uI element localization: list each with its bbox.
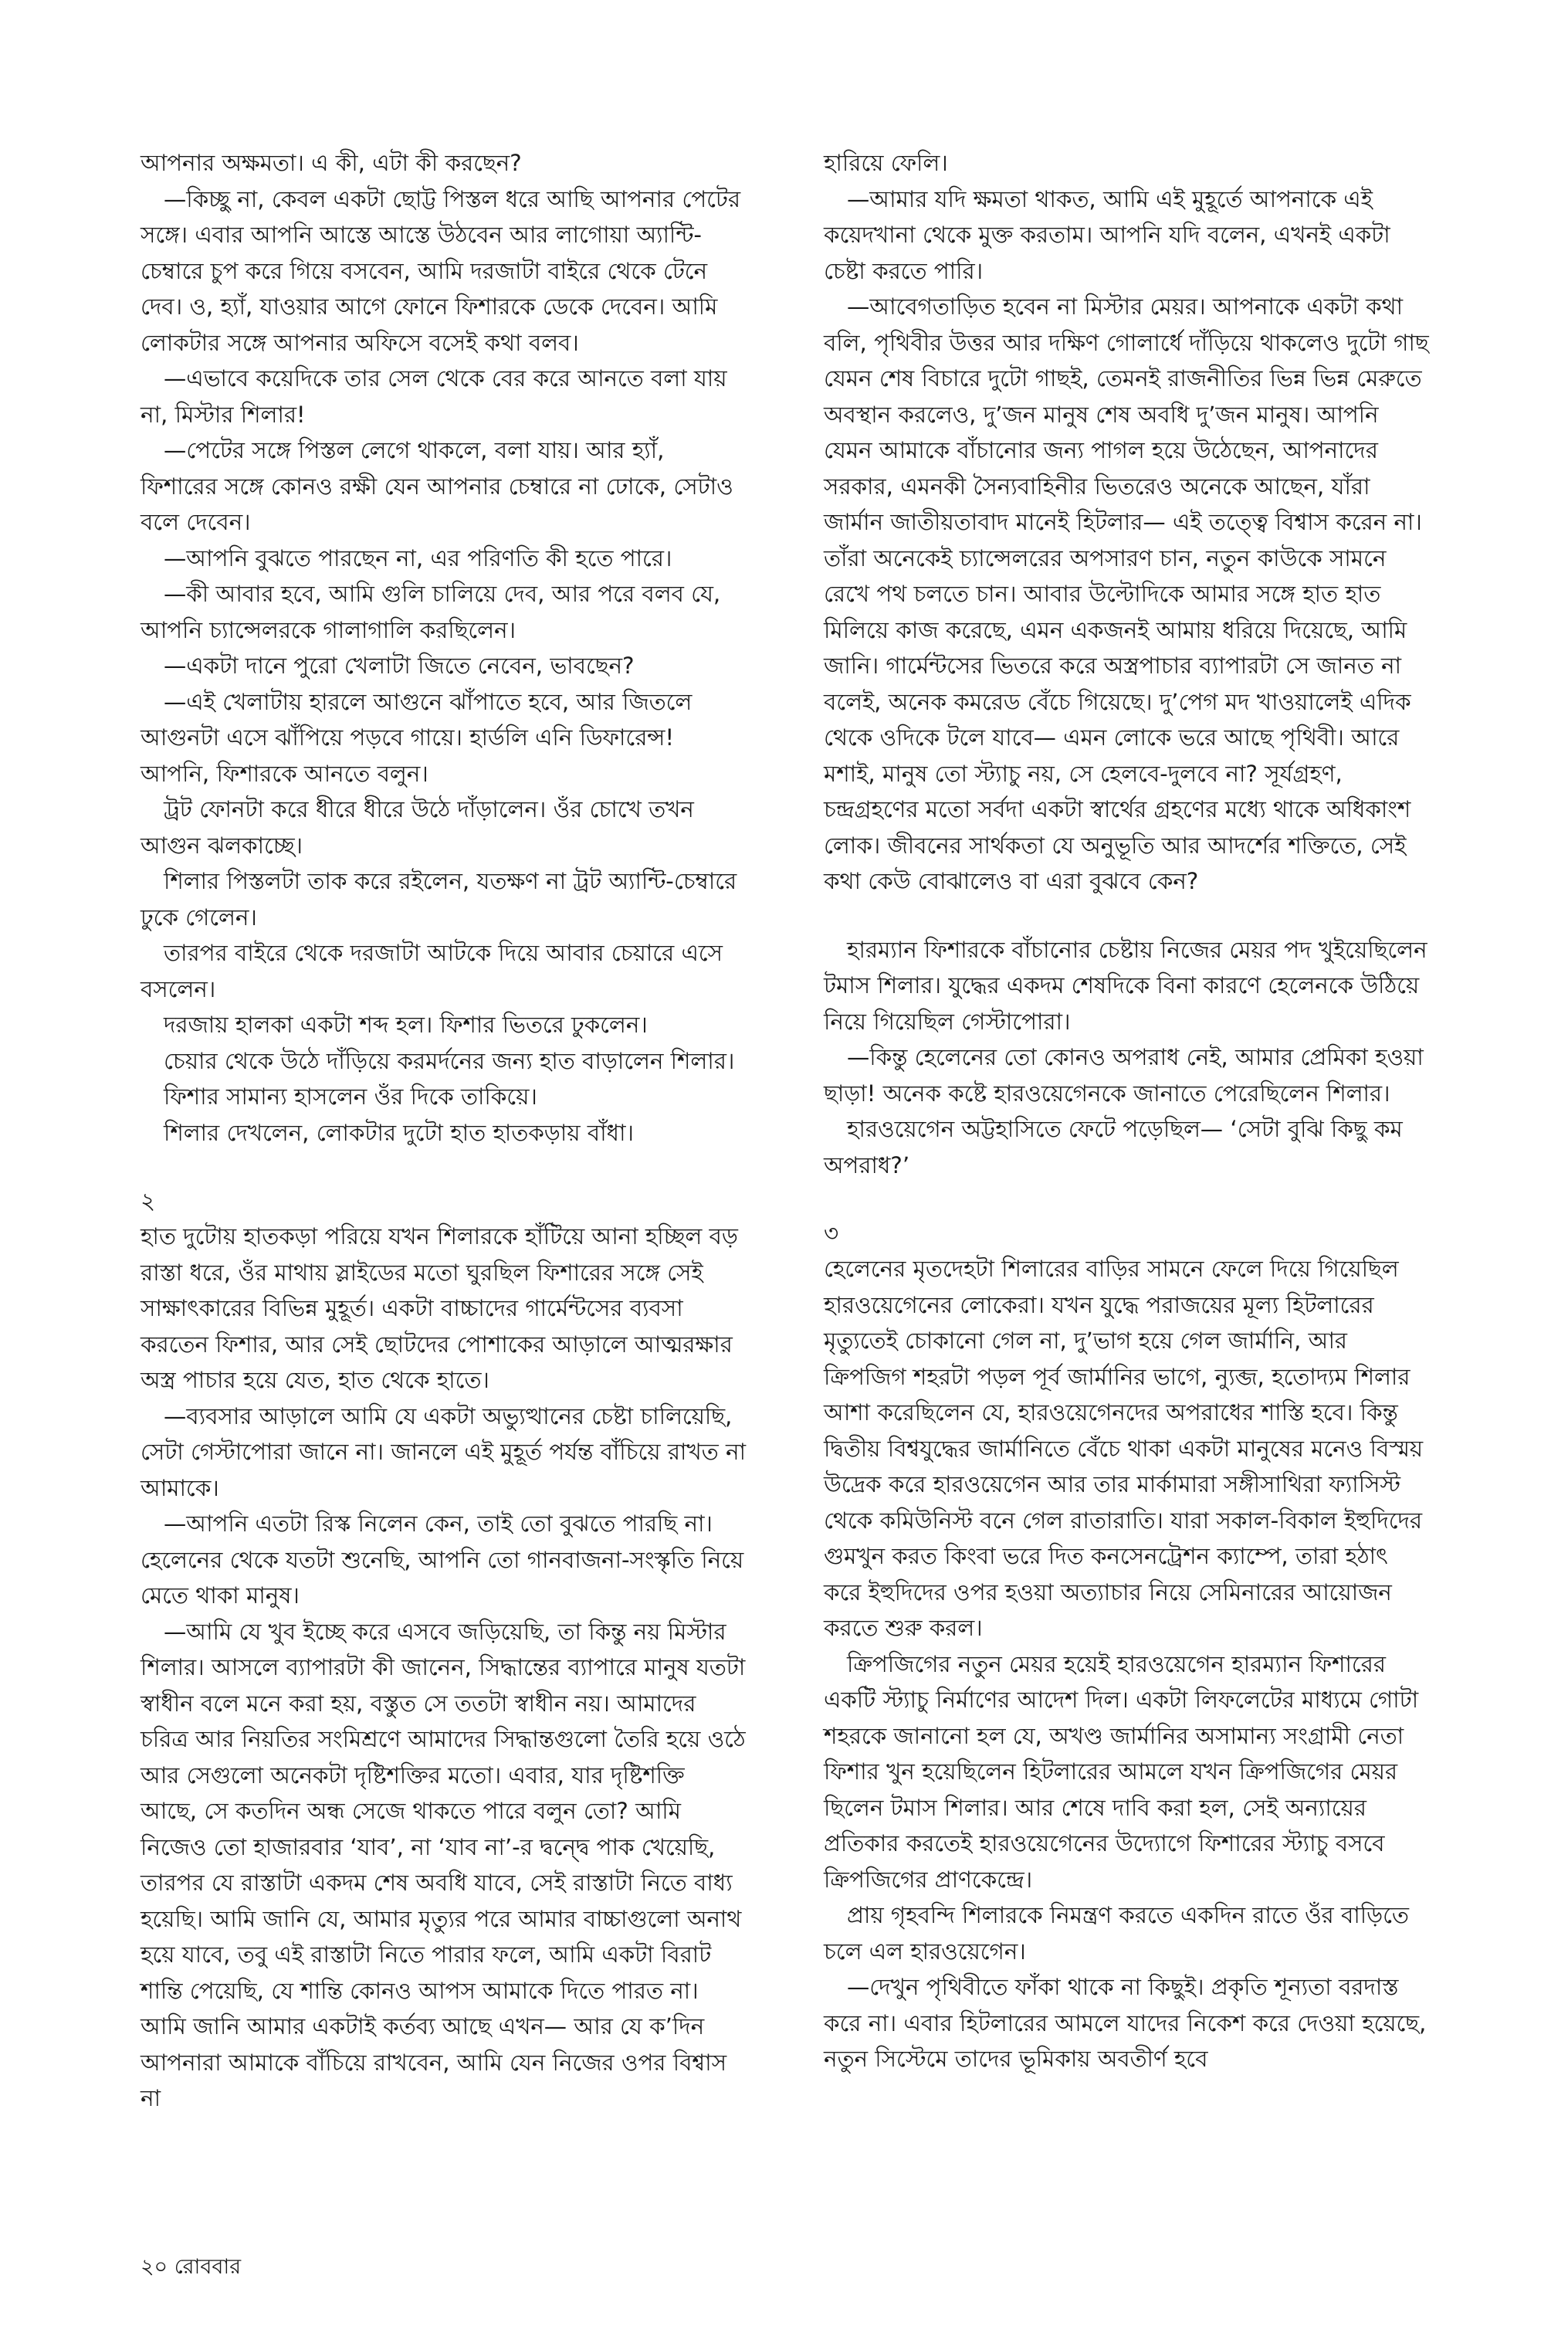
paragraph: —কিচ্ছু না, কেবল একটা ছোট্ট পিস্তল ধরে আছি আপনার পেটের সঙ্গে। এবার আপনি আস্তে আস্তে উঠবেন আর লাগোয়া অ্যান্টি-চেম্বারে চুপ করে গিয়ে বসবেন, আমি দরজাটা বাইরে থেকে টেনে দেব। ও, হ্যাঁ, যাওয়ার আগে ফোনে ফিশারকে ডেকে দেবেন। আমি লোকটার সঙ্গে আপনার অফিসে বসেই কথা বলব। (141, 185, 740, 356)
paragraph: —কী আবার হবে, আমি গুলি চালিয়ে দেব, আর পরে বলব যে, আপনি চ্যান্সেলরকে গালাগালি করছিলেন। (141, 581, 721, 643)
paragraph: —পেটের সঙ্গে পিস্তল লেগে থাকলে, বলা যায়। আর হ্যাঁ, ফিশারের সঙ্গে কোনও রক্ষী যেন আপনার চেম্বারে না ঢোকে, সেটাও বলে দেবেন। (141, 437, 733, 535)
paragraph: —আপনি এতটা রিস্ক নিলেন কেন, তাই তো বুঝতে পারছি না। হেলেনের থেকে যতটা শুনেছি, আপনি তো গানবাজনা-সংস্কৃতি নিয়ে মেতে থাকা মানুষ। (141, 1511, 744, 1609)
paragraph: তারপর বাইরে থেকে দরজাটা আটকে দিয়ে আবার চেয়ারে এসে বসলেন। (141, 940, 723, 1002)
paragraph: হারওয়েগেন অট্টহাসিতে ফেটে পড়েছিল— ‘সেটা বুঝি কিছু কম অপরাধ?’ (824, 1116, 1403, 1178)
paragraph: —আবেগতাড়িত হবেন না মিস্টার মেয়র। আপনাকে একটা কথা বলি, পৃথিবীর উত্তর আর দক্ষিণ গোলার্ধে দাঁড়িয়ে থাকলেও দুটো গাছ যেমন শেষ বিচারে দুটো গাছই, তেমনই রাজনীতির ভিন্ন ভিন্ন মেরুতে অবস্থান করলেও, দু’জন মানুষ শেষ অবধি দু’জন মানুষ। আপনি যেমন আমাকে বাঁচানোর জন্য পাগল হয়ে উঠেছেন, আপনাদের সরকার, এমনকী সৈন্যবাহিনীর ভিতরেও অনেকে আছেন, যাঁরা জার্মান জাতীয়তাবাদ মানেই হিটলার— এই তত্ত্বে বিশ্বাস করেন না। তাঁরা অনেকেই চ্যান্সেলরের অপসারণ চান, নতুন কাউকে সামনে রেখে পথ চলতে চান। আবার উল্টোদিকে আমার সঙ্গে হাত হাত মিলিয়ে কাজ করেছে, এমন একজনই আমায় ধরিয়ে দিয়েছে, আমি জানি। গার্মেন্টসের ভিতরে করে অস্ত্রপাচার ব্যাপারটা সে জানত না বলেই, অনেক কমরেড বেঁচে গিয়েছে। দু’পেগ মদ খাওয়ালেই এদিক থেকে ওদিকে টলে যাবে— এমন লোকে ভরে আছে পৃথিবী। আরে মশাই, মানুষ তো স্ট্যাচু নয়, সে হেলবে-দুলবে না? সূর্যগ্রহণ, চন্দ্রগ্রহণের মতো সর্বদা একটা স্বার্থের গ্রহণের মধ্যে থাকে অধিকাংশ লোক। জীবনের সার্থকতা যে অনুভূতি আর আদর্শের শক্তিতে, সেই কথা কেউ বোঝালেও বা এরা বুঝবে কেন? (824, 293, 1429, 894)
right-block-1 (824, 145, 1430, 900)
left-block-2 (141, 1219, 747, 2117)
page-footer (141, 2251, 241, 2286)
left-column (141, 145, 747, 2117)
section-break (824, 900, 1430, 932)
paragraph: হাত দুটোয় হাতকড়া পরিয়ে যখন শিলারকে হাঁটিয়ে আনা হচ্ছিল বড় রাস্তা ধরে, ওঁর মাথায় স্লাইডের মতো ঘুরছিল ফিশারের সঙ্গে সেই সাক্ষাৎকারের বিভিন্ন মুহূর্ত। একটা বাচ্চাদের গার্মেন্টসের ব্যবসা করতেন ফিশার, আর সেই ছোটদের পোশাকের আড়ালে আত্মরক্ষার অস্ত্র পাচার হয়ে যেত, হাত থেকে হাতে। (141, 1223, 738, 1393)
paragraph: চেয়ার থেকে উঠে দাঁড়িয়ে করমর্দনের জন্য হাত বাড়ালেন শিলার। (164, 1047, 735, 1074)
paragraph: —আমি যে খুব ইচ্ছে করে এসবে জড়িয়েছি, তা কিন্তু নয় মিস্টার শিলার। আসলে ব্যাপারটা কী জানেন, সিদ্ধান্তের ব্যাপারে মানুষ যতটা স্বাধীন বলে মনে করা হয়, বস্তুত সে ততটা স্বাধীন নয়। আমাদের চরিত্র আর নিয়তির সংমিশ্রণে আমাদের সিদ্ধান্তগুলো তৈরি হয়ে ওঠে আর সেগুলো অনেকটা দৃষ্টিশক্তির মতো। এবার, যার দৃষ্টিশক্তি আছে, সে কতদিন অন্ধ সেজে থাকতে পারে বলুন তো? আমি নিজেও তো হাজারবার ‘যাব’, না ‘যাব না’-র দ্বন্দ্বে পাক খেয়েছি, তারপর যে রাস্তাটা একদম শেষ অবধি যাবে, সেই রাস্তাটা নিতে বাধ্য হয়েছি। আমি জানি যে, আমার মৃত্যুর পরে আমার বাচ্চাগুলো অনাথ হয়ে যাবে, তবু এই রাস্তাটা নিতে পারার ফলে, আমি একটা বিরাট শান্তি পেয়েছি, যে শান্তি কোনও আপস আমাকে দিতে পারত না। আমি জানি আমার একটাই কর্তব্য আছে এখন— আর যে ক’দিন আপনারা আমাকে বাঁচিয়ে রাখবেন, আমি যেন নিজের ওপর বিশ্বাস না (141, 1618, 746, 2111)
paragraph: হারম্যান ফিশারকে বাঁচানোর চেষ্টায় নিজের মেয়র পদ খুইয়েছিলেন টমাস শিলার। যুদ্ধের একদম শেষদিকে বিনা কারণে হেলেনকে উঠিয়ে নিয়ে গিয়েছিল গেস্টাপোরা। (824, 936, 1427, 1035)
paragraph: —এভাবে কয়েদিকে তার সেল থেকে বের করে আনতে বলা যায় না, মিস্টার শিলার! (141, 365, 727, 428)
paragraph: হারিয়ে ফেলি। (824, 150, 948, 176)
paragraph: —ব্যবসার আড়ালে আমি যে একটা অভ্যুত্থানের চেষ্টা চালিয়েছি, সেটা গেস্টাপোরা জানে না। জানলে এই মুহূর্ত পর্যন্ত বাঁচিয়ে রাখত না আমাকে। (141, 1402, 746, 1501)
paragraph: —আমার যদি ক্ষমতা থাকত, আমি এই মুহূর্তে আপনাকে এই কয়েদখানা থেকে মুক্ত করতাম। আপনি যদি বলেন, এখনই একটা চেষ্টা করতে পারি। (824, 185, 1390, 284)
paragraph: ক্রিপজিগের নতুন মেয়র হয়েই হারওয়েগেন হারম্যান ফিশারের একটি স্ট্যাচু নির্মাণের আদেশ দিল। একটা লিফলেটের মাধ্যমে গোটা শহরকে জানানো হল যে, অখণ্ড জার্মানির অসামান্য সংগ্রামী নেতা ফিশার খুন হয়েছিলেন হিটলারের আমলে যখন ক্রিপজিগের মেয়র ছিলেন টমাস শিলার। আর শেষে দাবি করা হল, সেই অন্যায়ের প্রতিকার করতেই হারওয়েগেনের উদ্যোগে ফিশারের স্ট্যাচু বসবে ক্রিপজিগের প্রাণকেন্দ্রে। (824, 1650, 1419, 1893)
paragraph: হেলেনের মৃতদেহটা শিলারের বাড়ির সামনে ফেলে দিয়ে গিয়েছিল হারওয়েগেনের লোকেরা। যখন যুদ্ধে পরাজয়ের মূল্য হিটলারের মৃত্যুতেই চোকানো গেল না, দু’ভাগ হয়ে গেল জার্মানি, আর ক্রিপজিগ শহরটা পড়ল পূর্ব জার্মানির ভাগে, ন্যুব্জ, হতোদ্যম শিলার আশা করেছিলেন যে, হারওয়েগেনদের অপরাধের শাস্তি হবে। কিন্তু দ্বিতীয় বিশ্বযুদ্ধের জার্মানিতে বেঁচে থাকা একটা মানুষের মনেও বিস্ময় উদ্রেক করে হারওয়েগেন আর তার মার্কামারা সঙ্গীসাথিরা ফ্যাসিস্ট থেকে কমিউনিস্ট বনে গেল রাতারাতি। যারা সকাল-বিকাল ইহুদিদের গুমখুন করত কিংবা ভরে দিত কনসেনট্রেশন ক্যাম্পে, তারা হঠাৎ করে ইহুদিদের ওপর হওয়া অত্যাচার নিয়ে সেমিনারের আয়োজন করতে শুরু করল। (824, 1256, 1424, 1641)
paragraph: আপনার অক্ষমতা। এ কী, এটা কী করছেন? (141, 150, 522, 176)
paragraph: —আপনি বুঝতে পারছেন না, এর পরিণতি কী হতে পারে। (164, 544, 672, 571)
section-number-2: ২ (141, 1188, 156, 1214)
left-block-1 (141, 145, 747, 1151)
paragraph: শিলার পিস্তলটা তাক করে রইলেন, যতক্ষণ না ট্রট অ্যান্টি-চেম্বারে ঢুকে গেলেন। (141, 868, 737, 931)
paragraph: —এই খেলাটায় হারলে আগুনে ঝাঁপাতে হবে, আর জিতলে আগুনটা এসে ঝাঁপিয়ে পড়বে গায়ে। হার্ডলি এনি ডিফারেন্স! আপনি, ফিশারকে আনতে বলুন। (141, 688, 693, 787)
magazine-name: রোববার (174, 2255, 242, 2279)
paragraph: —দেখুন পৃথিবীতে ফাঁকা থাকে না কিছুই। প্রকৃতি শূন্যতা বরদাস্ত করে না। এবার হিটলারের আমলে যাদের নিকেশ করে দেওয়া হয়েছে, নতুন সিস্টেমে তাদের ভূমিকায় অবতীর্ণ হবে (824, 1974, 1427, 2072)
paragraph: ফিশার সামান্য হাসলেন ওঁর দিকে তাকিয়ে। (164, 1083, 537, 1110)
paragraph: —একটা দানে পুরো খেলাটা জিতে নেবেন, ভাবছেন? (164, 653, 635, 679)
right-column (824, 145, 1430, 2077)
page-number: ২০ (141, 2255, 168, 2279)
section-number-3: ৩ (824, 1220, 839, 1246)
paragraph: প্রায় গৃহবন্দি শিলারকে নিমন্ত্রণ করতে একদিন রাতে ওঁর বাড়িতে চলে এল হারওয়েগেন। (824, 1902, 1409, 1965)
right-block-2 (824, 932, 1430, 1184)
paragraph: —কিন্তু হেলেনের তো কোনও অপরাধ নেই, আমার প্রেমিকা হওয়া ছাড়া! অনেক কষ্টে হারওয়েগেনকে জানাতে পেরেছিলেন শিলার। (824, 1044, 1424, 1107)
right-block-3 (824, 1251, 1430, 2077)
paragraph: ট্রট ফোনটা করে ধীরে ধীরে উঠে দাঁড়ালেন। ওঁর চোখে তখন আগুন ঝলকাচ্ছে। (141, 796, 694, 859)
paragraph: দরজায় হালকা একটা শব্দ হল। ফিশার ভিতরে ঢুকলেন। (164, 1012, 648, 1038)
paragraph: শিলার দেখলেন, লোকটার দুটো হাত হাতকড়ায় বাঁধা। (164, 1119, 634, 1146)
